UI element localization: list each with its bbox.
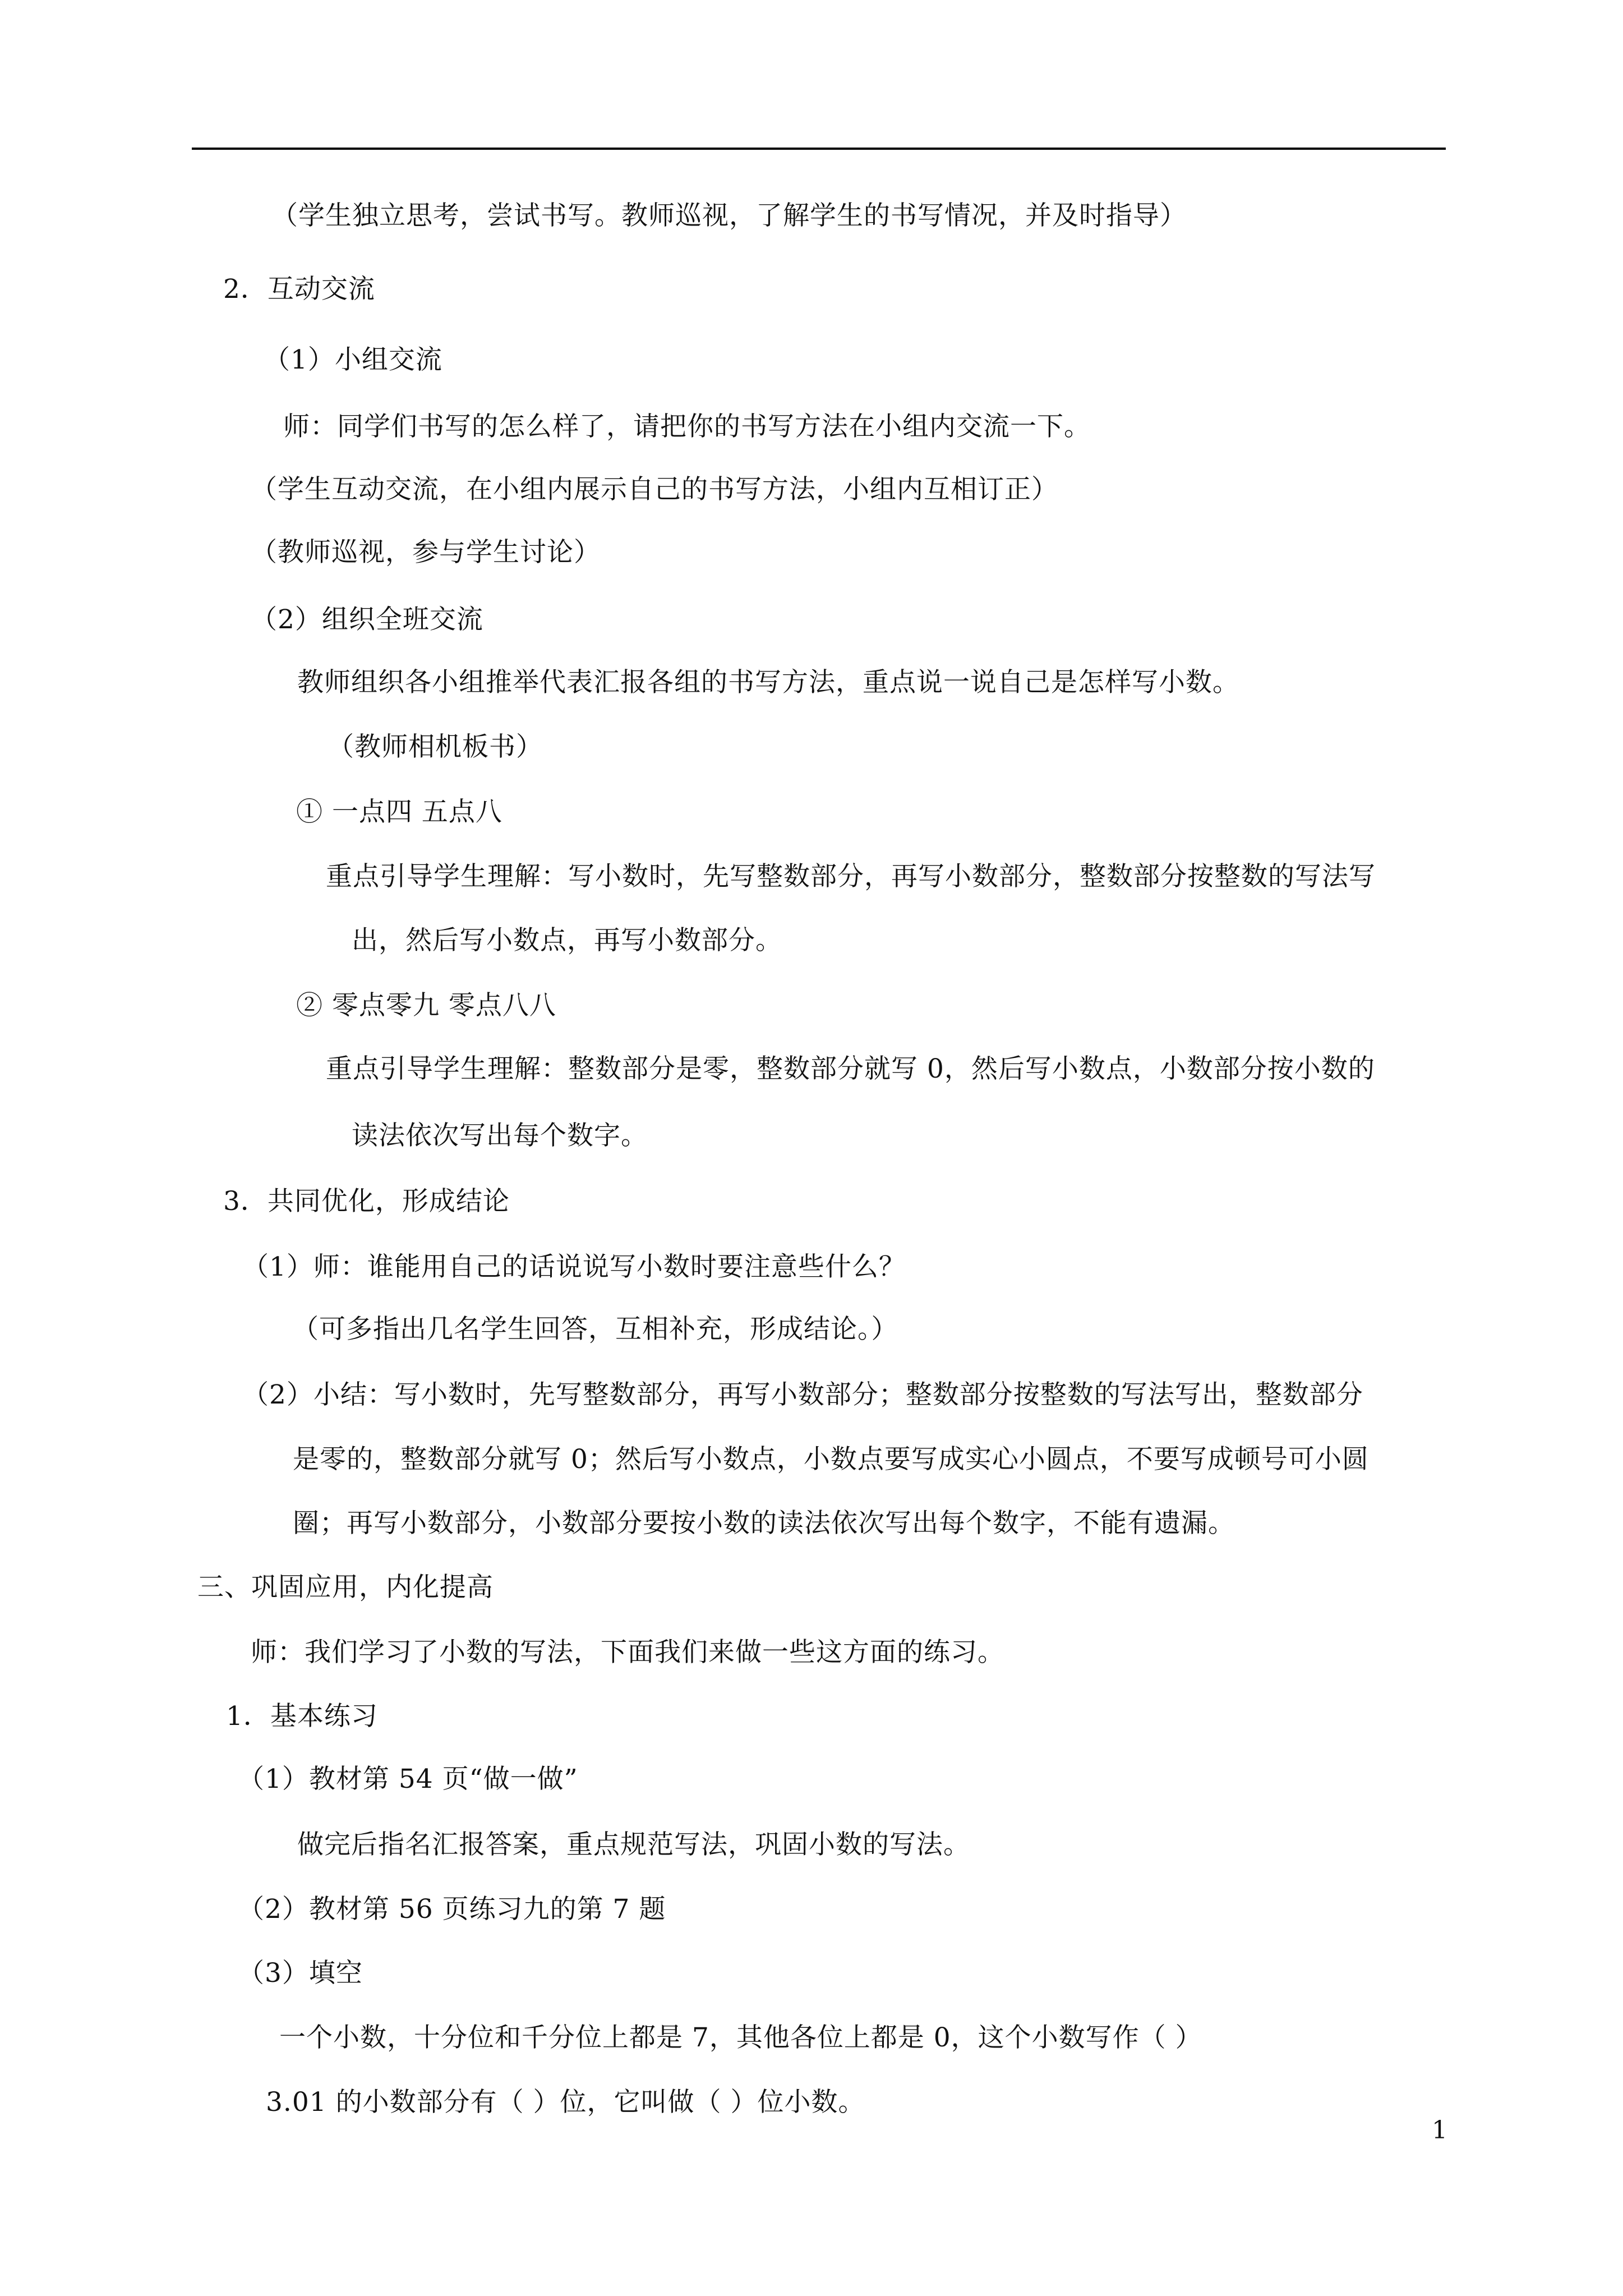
text-line: （2）教材第 56 页练习九的第 7 题 xyxy=(238,1894,666,1925)
board-item: ① 一点四 五点八 xyxy=(296,797,502,827)
text-line: （学生独立思考，尝试书写。教师巡视，了解学生的书写情况，并及时指导） xyxy=(271,200,1187,231)
text-line: 3.01 的小数部分有（ ）位，它叫做（ ）位小数。 xyxy=(266,2087,865,2118)
text-line: 一个小数，十分位和千分位上都是 7，其他各位上都是 0，这个小数写作（ ） xyxy=(279,2022,1202,2053)
text-line: （1）师：谁能用自己的话说说写小数时要注意些什么？ xyxy=(242,1251,906,1282)
text-line: 圈；再写小数部分，小数部分要按小数的读法依次写出每个数字，不能有遗漏。 xyxy=(293,1508,1235,1539)
text-line: （2）小结：写小数时，先写整数部分，再写小数部分；整数部分按整数的写法写出，整数部分 xyxy=(242,1379,1363,1410)
section-heading: 三、巩固应用，内化提高 xyxy=(197,1572,494,1603)
text-line: 做完后指名汇报答案，重点规范写法，巩固小数的写法。 xyxy=(297,1829,970,1860)
board-item: ② 零点零九 零点八八 xyxy=(296,990,556,1021)
text-line: （1）教材第 54 页“做一做” xyxy=(238,1764,578,1795)
text-line: 师：我们学习了小数的写法，下面我们来做一些这方面的练习。 xyxy=(251,1637,1004,1668)
text-line: （学生互动交流，在小组内展示自己的书写方法，小组内互相订正） xyxy=(251,474,1058,505)
text-line: 是零的，整数部分就写 0；然后写小数点，小数点要写成实心小圆点，不要写成顿号可小圆 xyxy=(293,1444,1369,1475)
subsection-heading: （3）填空 xyxy=(238,1958,363,1989)
text-line: 师：同学们书写的怎么样了，请把你的书写方法在小组内交流一下。 xyxy=(283,411,1091,442)
subsection-heading: （1）小组交流 xyxy=(264,344,442,375)
section-heading: 3．共同优化，形成结论 xyxy=(223,1186,510,1217)
text-line: （教师相机板书） xyxy=(328,731,543,762)
text-line: （教师巡视，参与学生讨论） xyxy=(251,537,601,568)
page-number: 1 xyxy=(1432,2116,1447,2145)
text-line: 读法依次写出每个数字。 xyxy=(352,1120,648,1151)
section-heading: 2．互动交流 xyxy=(223,274,375,305)
section-heading: 1．基本练习 xyxy=(226,1701,378,1732)
text-line: （可多指出几名学生回答，互相补充，形成结论。） xyxy=(292,1314,898,1345)
text-line: 重点引导学生理解：整数部分是零，整数部分就写 0，然后写小数点，小数部分按小数的 xyxy=(326,1053,1375,1084)
header-rule xyxy=(192,148,1446,150)
subsection-heading: （2）组织全班交流 xyxy=(251,604,483,635)
text-line: 教师组织各小组推举代表汇报各组的书写方法，重点说一说自己是怎样写小数。 xyxy=(297,667,1239,698)
text-line: 重点引导学生理解：写小数时，先写整数部分，再写小数部分，整数部分按整数的写法写 xyxy=(326,861,1376,892)
text-line: 出，然后写小数点，再写小数部分。 xyxy=(352,925,782,956)
